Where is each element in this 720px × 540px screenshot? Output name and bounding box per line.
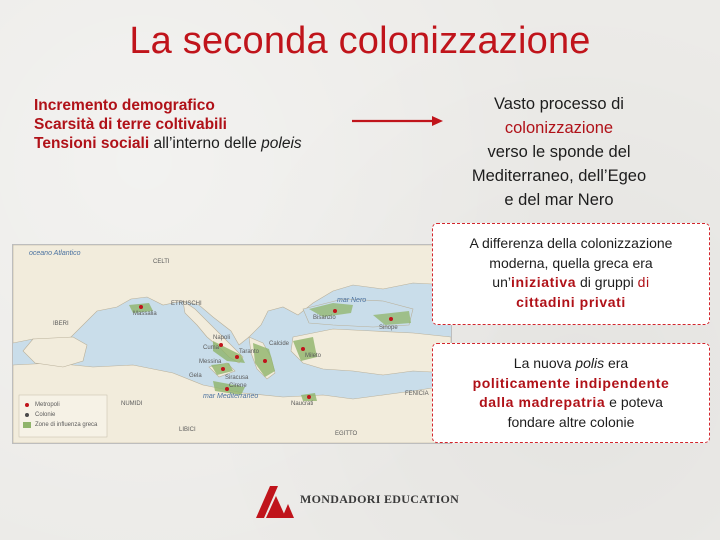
box1-line-3: [433, 273, 709, 293]
map-label-siracusa: Siracusa: [225, 375, 249, 381]
map-label-naucrati: Naucrati: [291, 401, 314, 407]
map-label-sinope: Sinope: [379, 325, 398, 331]
map-label-atlantic: oceano Atlantico: [29, 250, 81, 257]
box2-line-1-c: era: [604, 355, 629, 371]
map-label-napoli: Napoli: [213, 335, 231, 341]
cause-1: Incremento demografico: [34, 97, 215, 114]
legend-zone: Zone di influenza greca: [35, 422, 98, 428]
box1-line-3-b: iniziativa: [510, 274, 577, 290]
process-line-1: Vasto processo di: [494, 95, 624, 113]
process-line-2: colonizzazione: [504, 119, 614, 137]
box1-line-3-a: un’: [492, 274, 511, 290]
map-label-numidi: NUMIDI: [121, 401, 143, 407]
process-line-4: Mediterraneo, dell’Egeo: [471, 167, 647, 185]
box1-line-4: cittadini privati: [516, 293, 626, 310]
box2-line-3-a: dalla madrepatria: [479, 394, 606, 410]
publisher-name: MONDADORI EDUCATION: [300, 492, 460, 506]
note-box-polis-independence: [432, 343, 710, 443]
map-land-icon: [13, 245, 451, 443]
process-line-3: verso le sponde del: [487, 143, 631, 161]
map-label-cirene: Cirene: [229, 383, 247, 389]
cause-3-rest: all’interno delle: [149, 135, 262, 152]
map-label-celti: CELTI: [153, 259, 170, 265]
box1-line-2: moderna, quella greca era: [489, 254, 653, 271]
map-label-taranto: Taranto: [239, 349, 260, 355]
legend-colonie: Colonie: [35, 412, 56, 418]
box2-line-3-b: e poteva: [605, 394, 663, 410]
map-label-calcide: Calcide: [269, 341, 290, 347]
box2-line-1-b: polis: [575, 355, 605, 371]
box2-line-1: [433, 354, 709, 374]
slide-title: La seconda colonizzazione: [129, 20, 591, 62]
map-label-massalia: Massalia: [133, 311, 157, 317]
box2-line-1-a: La nuova: [513, 355, 576, 371]
cause-2: Scarsità di terre coltivabili: [34, 116, 227, 133]
mondadori-logo-icon: [252, 482, 296, 520]
box1-line-3-d: di: [637, 274, 650, 290]
arrow-right-icon: [352, 113, 444, 129]
note-box-private-initiative: [432, 223, 710, 325]
publisher-logo: [250, 480, 490, 520]
cause-3-italic: poleis: [261, 135, 302, 152]
legend-metropoli: Metropoli: [35, 402, 60, 408]
box2-line-4: fondare altre colonie: [507, 413, 635, 430]
map-label-messina: Messina: [199, 359, 222, 365]
process-line-5: e del mar Nero: [504, 191, 614, 209]
colonization-process: [446, 92, 672, 212]
map-label-mar-mediterraneo: mar Mediterraneo: [203, 393, 259, 400]
causes-list: [34, 96, 374, 153]
colonization-map: [12, 244, 452, 444]
map-label-gela: Gela: [189, 373, 202, 379]
map-label-libici: LIBICI: [179, 427, 196, 433]
cause-3: [34, 134, 374, 153]
map-label-cuma: Cuma: [203, 345, 220, 351]
box1-line-1: A differenza della colonizzazione: [469, 235, 673, 251]
map-label-mar-nero: mar Nero: [337, 297, 367, 304]
map-label-egitto: EGITTO: [335, 431, 358, 437]
map-label-etruschi: ETRUSCHI: [171, 301, 202, 307]
box2-line-3: [433, 393, 709, 413]
map-label-bisanzio: Bisanzio: [313, 315, 336, 321]
map-label-mileto: Mileto: [305, 353, 322, 359]
box1-line-3-c: di gruppi: [576, 274, 638, 290]
box2-line-2: politicamente indipendente: [472, 374, 670, 391]
map-label-iberi: IBERI: [53, 321, 69, 327]
map-label-fenicia: FENICIA: [405, 391, 429, 397]
cause-3-bold: Tensioni sociali: [34, 135, 150, 152]
